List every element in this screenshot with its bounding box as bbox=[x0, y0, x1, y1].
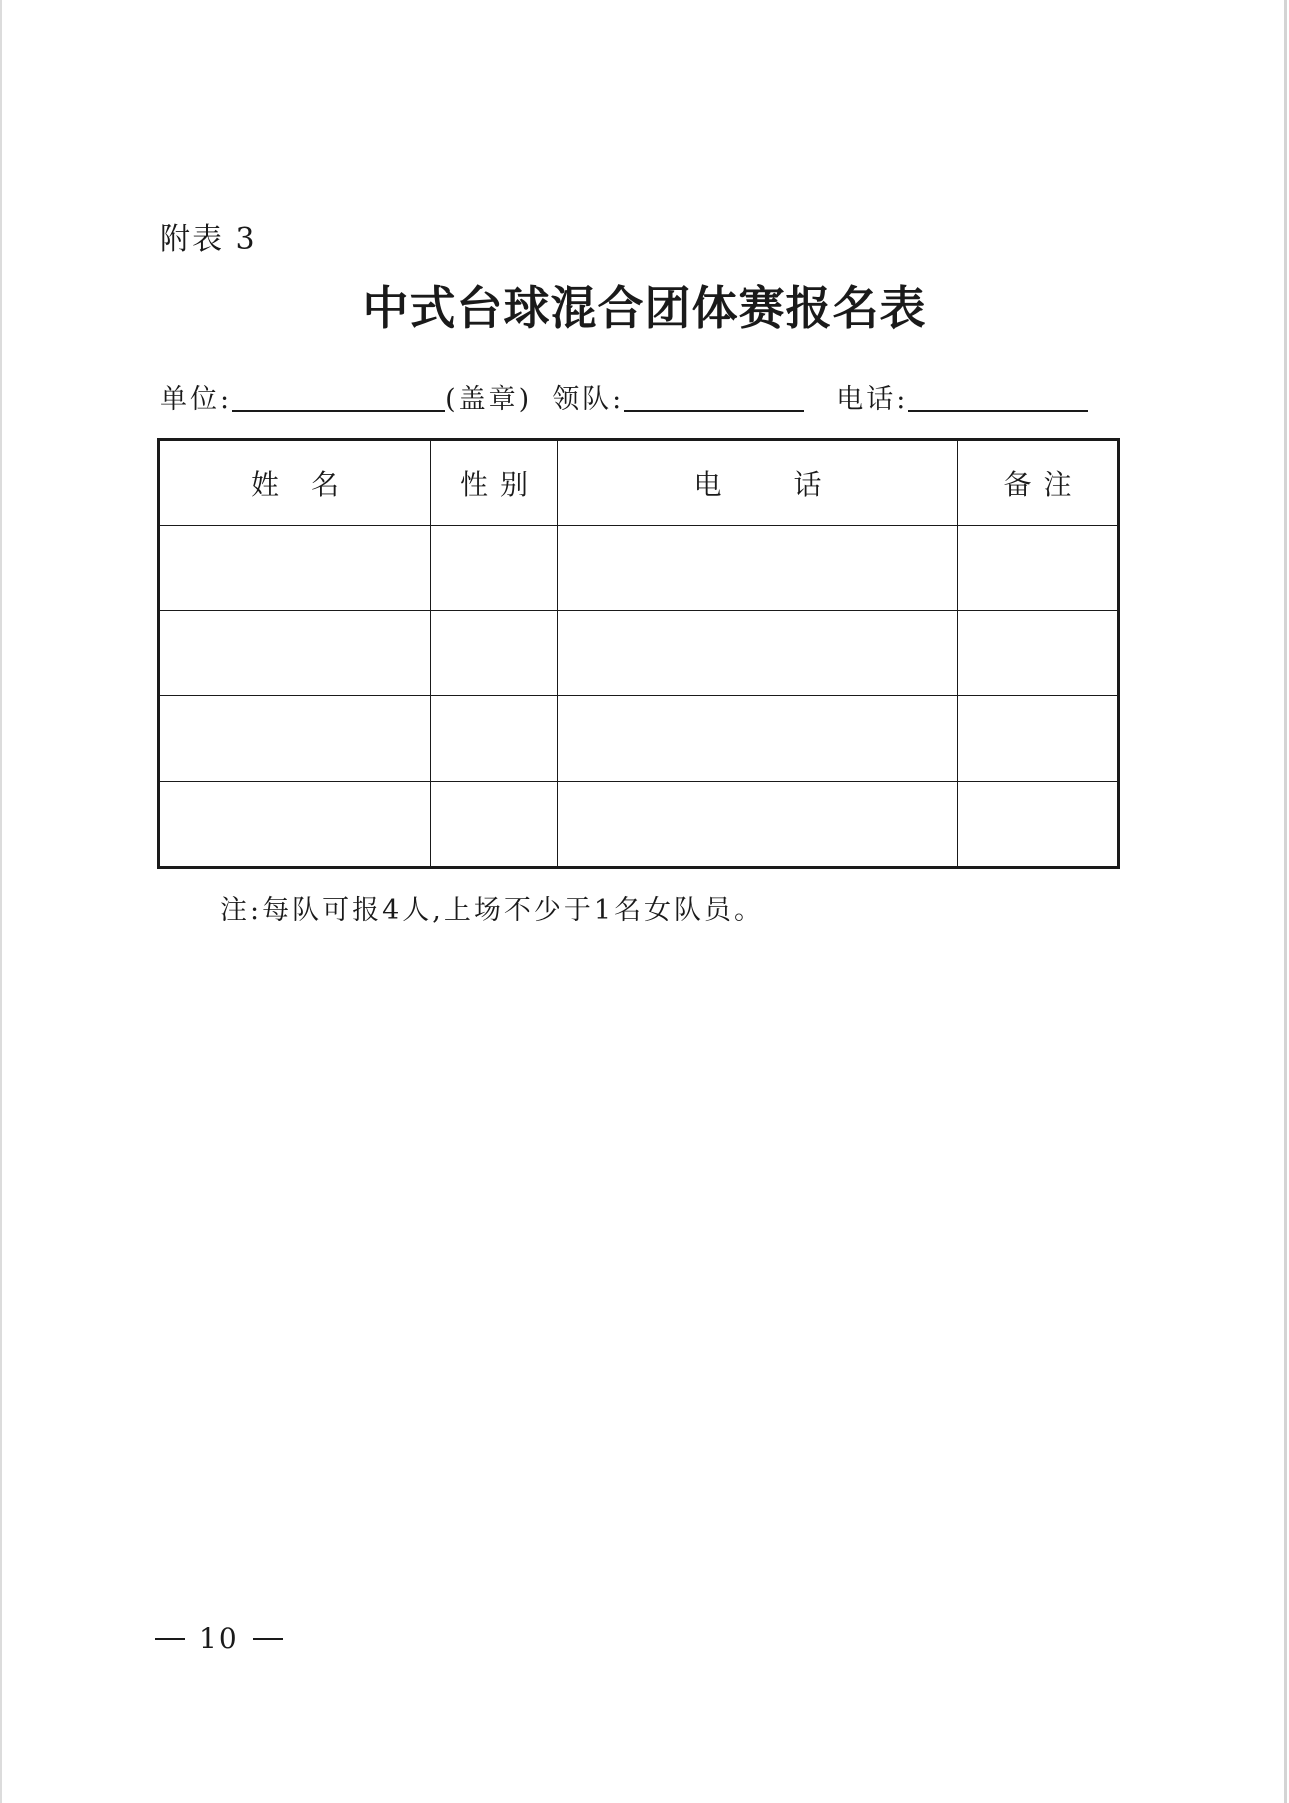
gender-cell[interactable] bbox=[431, 611, 558, 696]
phone-cell[interactable] bbox=[558, 526, 958, 611]
name-cell[interactable] bbox=[159, 611, 431, 696]
remark-cell[interactable] bbox=[958, 696, 1119, 781]
table-header-row bbox=[159, 440, 1119, 526]
phone-cell[interactable] bbox=[558, 781, 958, 867]
phone-cell[interactable] bbox=[558, 696, 958, 781]
unit-label: 单位: bbox=[160, 384, 233, 415]
phone-label: 电话: bbox=[836, 384, 909, 415]
table-row bbox=[159, 526, 1119, 611]
remark-cell[interactable] bbox=[958, 526, 1119, 611]
unit-blank[interactable] bbox=[232, 380, 445, 412]
registration-info-line bbox=[160, 376, 1088, 416]
header-phone: 电话 bbox=[558, 440, 958, 526]
name-cell[interactable] bbox=[159, 526, 431, 611]
seal-label: (盖章) bbox=[445, 384, 533, 415]
registration-table bbox=[157, 438, 1120, 869]
gender-cell[interactable] bbox=[431, 526, 558, 611]
header-name: 姓名 bbox=[159, 440, 431, 526]
gender-cell[interactable] bbox=[431, 781, 558, 867]
leader-blank[interactable] bbox=[624, 380, 804, 412]
remark-cell[interactable] bbox=[958, 781, 1119, 867]
gender-cell[interactable] bbox=[431, 696, 558, 781]
remark-cell[interactable] bbox=[958, 611, 1119, 696]
page-left-edge bbox=[0, 0, 2, 1803]
name-cell[interactable] bbox=[159, 696, 431, 781]
attachment-label: 附表 3 bbox=[160, 222, 257, 257]
dash-right bbox=[253, 1638, 283, 1640]
page-right-edge bbox=[1284, 0, 1287, 1803]
name-cell[interactable] bbox=[159, 781, 431, 867]
page-title: 中式台球混合团体赛报名表 bbox=[362, 281, 927, 335]
header-remark: 备注 bbox=[958, 440, 1119, 526]
page-number-text: 10 bbox=[199, 1622, 239, 1655]
phone-blank[interactable] bbox=[908, 380, 1088, 412]
table-row bbox=[159, 611, 1119, 696]
page-number bbox=[155, 1622, 283, 1655]
dash-left bbox=[155, 1638, 185, 1640]
leader-label: 领队: bbox=[552, 384, 625, 415]
phone-cell[interactable] bbox=[558, 611, 958, 696]
table-row bbox=[159, 696, 1119, 781]
footnote: 注:每队可报4人,上场不少于1名女队员。 bbox=[220, 895, 765, 926]
header-gender: 性别 bbox=[431, 440, 558, 526]
table-row bbox=[159, 781, 1119, 867]
